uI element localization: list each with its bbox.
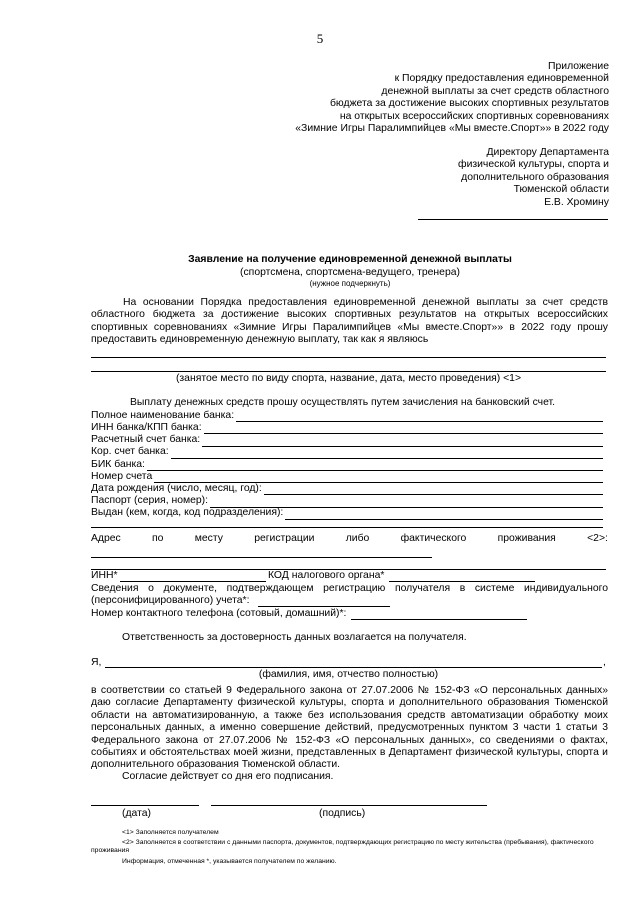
address-word: месту — [194, 533, 223, 544]
addressee-line: Е.В. Хромину — [544, 196, 609, 208]
field-label: Выдан (кем, когда, код подразделения): — [91, 507, 284, 519]
date-field[interactable] — [91, 805, 199, 806]
issued-by-line-2[interactable] — [91, 527, 603, 528]
address-word: Адрес — [91, 533, 121, 544]
appendix-line: к Порядку предоставления единовременной — [394, 73, 609, 85]
date-caption: (дата) — [122, 808, 151, 819]
field-birth-date[interactable] — [91, 483, 603, 495]
field-line[interactable] — [202, 436, 603, 447]
addressee-line: физической культуры, спорта и — [458, 159, 609, 171]
field-label: Полное наименование банка: — [91, 409, 235, 421]
footnote-3: Информация, отмеченная *, указывается получателем по желанию. — [122, 858, 337, 865]
tax-code-label: КОД налогового органа* — [268, 570, 385, 581]
field-line[interactable] — [204, 423, 603, 434]
phone-field[interactable] — [351, 619, 527, 620]
phone-label: Номер контактного телефона (сотовый, домашний)*: — [91, 608, 347, 619]
bank-fields — [91, 410, 603, 520]
address-label — [91, 533, 608, 545]
consent-validity: Согласие действует со дня его подписания. — [122, 771, 334, 782]
addressee-block — [458, 147, 609, 209]
field-label: Номер счета — [91, 470, 153, 482]
full-name-field[interactable] — [105, 667, 602, 668]
inn-label: ИНН* — [91, 570, 118, 581]
field-bank-name[interactable] — [91, 410, 603, 422]
field-label: Кор. счет банка: — [91, 446, 169, 458]
address-word: фактического — [400, 533, 467, 544]
address-word: <2>: — [587, 533, 608, 544]
comma-mark: , — [603, 657, 606, 668]
field-label: Дата рождения (число, месяц, год): — [91, 482, 262, 494]
address-word: регистрации — [254, 533, 315, 544]
field-label: Паспорт (серия, номер): — [91, 495, 209, 507]
intro-paragraph: На основании Порядка предоставления единовременной денежной выплаты за счет средств областного бюджета за достижение высоких спортивных результатов на открытых всероссийских спортивных соревнованиях «Зимние Игры Паралимпийцев «Мы вместе.Спорт»» в 2022 году прошу предоставить единовременную денежную выплату, так как я являюсь — [91, 297, 608, 346]
addressee-name-line[interactable] — [418, 219, 608, 220]
addressee-line: дополнительного образования — [461, 171, 609, 183]
snils-label: Сведения о документе, подтверждающем регистрацию получателя в системе индивидуального (персонифицированного) учета*: — [91, 583, 608, 607]
field-settlement-account[interactable] — [91, 434, 603, 446]
addressee-line: Директору Департамента — [486, 147, 609, 158]
field-bik[interactable] — [91, 459, 603, 471]
i-label: Я, — [91, 657, 102, 668]
inn-field[interactable] — [120, 581, 266, 582]
field-label: Расчетный счет банка: — [91, 434, 201, 446]
appendix-block — [295, 61, 609, 135]
tax-code-field[interactable] — [389, 581, 535, 582]
field-line[interactable] — [154, 472, 603, 483]
field-correspondent-account[interactable] — [91, 447, 603, 459]
footnote-2: <2> Заполняется в соответствии с данными паспорта, документов, подтверждающих регистрацию по месту жительства (пребывания), фактического проживания — [91, 839, 594, 854]
full-name-caption: (фамилия, имя, отчество полностью) — [258, 669, 439, 680]
signature-caption: (подпись) — [319, 808, 366, 819]
address-line-1[interactable] — [91, 557, 432, 558]
bank-intro: Выплату денежных средств прошу осуществлять путем зачисления на банковский счет. — [130, 397, 556, 408]
snils-field[interactable] — [258, 606, 390, 607]
appendix-line: Приложение — [548, 61, 609, 72]
place-line-1[interactable] — [91, 357, 606, 358]
addressee-line: Тюменской области — [513, 184, 609, 196]
field-bank-inn-kpp[interactable] — [91, 422, 603, 434]
place-line-2[interactable] — [91, 371, 606, 372]
field-label: БИК банка: — [91, 458, 145, 470]
address-word: проживания — [497, 533, 556, 544]
field-line[interactable] — [147, 460, 603, 471]
field-line[interactable] — [210, 497, 603, 508]
field-line[interactable] — [236, 411, 603, 422]
signature-field[interactable] — [211, 805, 487, 806]
consent-paragraph: в соответствии со статьей 9 Федерального закона от 27.07.2006 № 152-ФЗ «О персональных данных» даю согласие Департаменту физической культуры, спорта и дополнительного образования Тюменской области на автоматизированную, а также без использования средств автоматизации обработку моих персональных данных, а именно совершение действий, предусмотренных пунктом 3 части 1 статьи 3 Федерального закона от 27.07.2006 № 152-ФЗ «О персональных данных», со сведениями о фактах, событиях и обстоятельствах моей жизни, представленных в Департамент физической культуры, спорта и дополнительного образования Тюменской области. — [91, 685, 608, 771]
responsibility-text: Ответственность за достоверность данных возлагается на получателя. — [122, 632, 467, 643]
field-line[interactable] — [285, 509, 603, 520]
form-subtitle: (спортсмена, спортсмена-ведущего, тренера) — [240, 267, 460, 278]
address-word: либо — [345, 533, 370, 544]
appendix-line: «Зимние Игры Паралимпийцев «Мы вместе.Спорт»» в 2022 году — [295, 123, 609, 135]
field-passport[interactable] — [91, 495, 603, 507]
underline-note: (нужное подчеркнуть) — [309, 279, 391, 288]
field-line[interactable] — [171, 448, 603, 459]
field-account-number[interactable] — [91, 471, 603, 483]
field-issued-by[interactable] — [91, 508, 603, 520]
form-title: Заявление на получение единовременной денежной выплаты — [188, 254, 512, 265]
address-word: по — [152, 533, 164, 544]
field-label: ИНН банка/КПП банка: — [91, 421, 202, 433]
page-number: 5 — [316, 31, 324, 46]
appendix-line: бюджета за достижение высоких спортивных результатов — [329, 98, 609, 110]
footnote-1: <1> Заполняется получателем — [122, 829, 219, 836]
appendix-line: денежной выплаты за счет средств областного — [381, 85, 609, 97]
appendix-line: на открытых всероссийских спортивных соревнованиях — [339, 110, 609, 122]
place-caption: (занятое место по виду спорта, название, дата, место проведения) <1> — [175, 373, 522, 384]
field-line[interactable] — [264, 484, 603, 495]
